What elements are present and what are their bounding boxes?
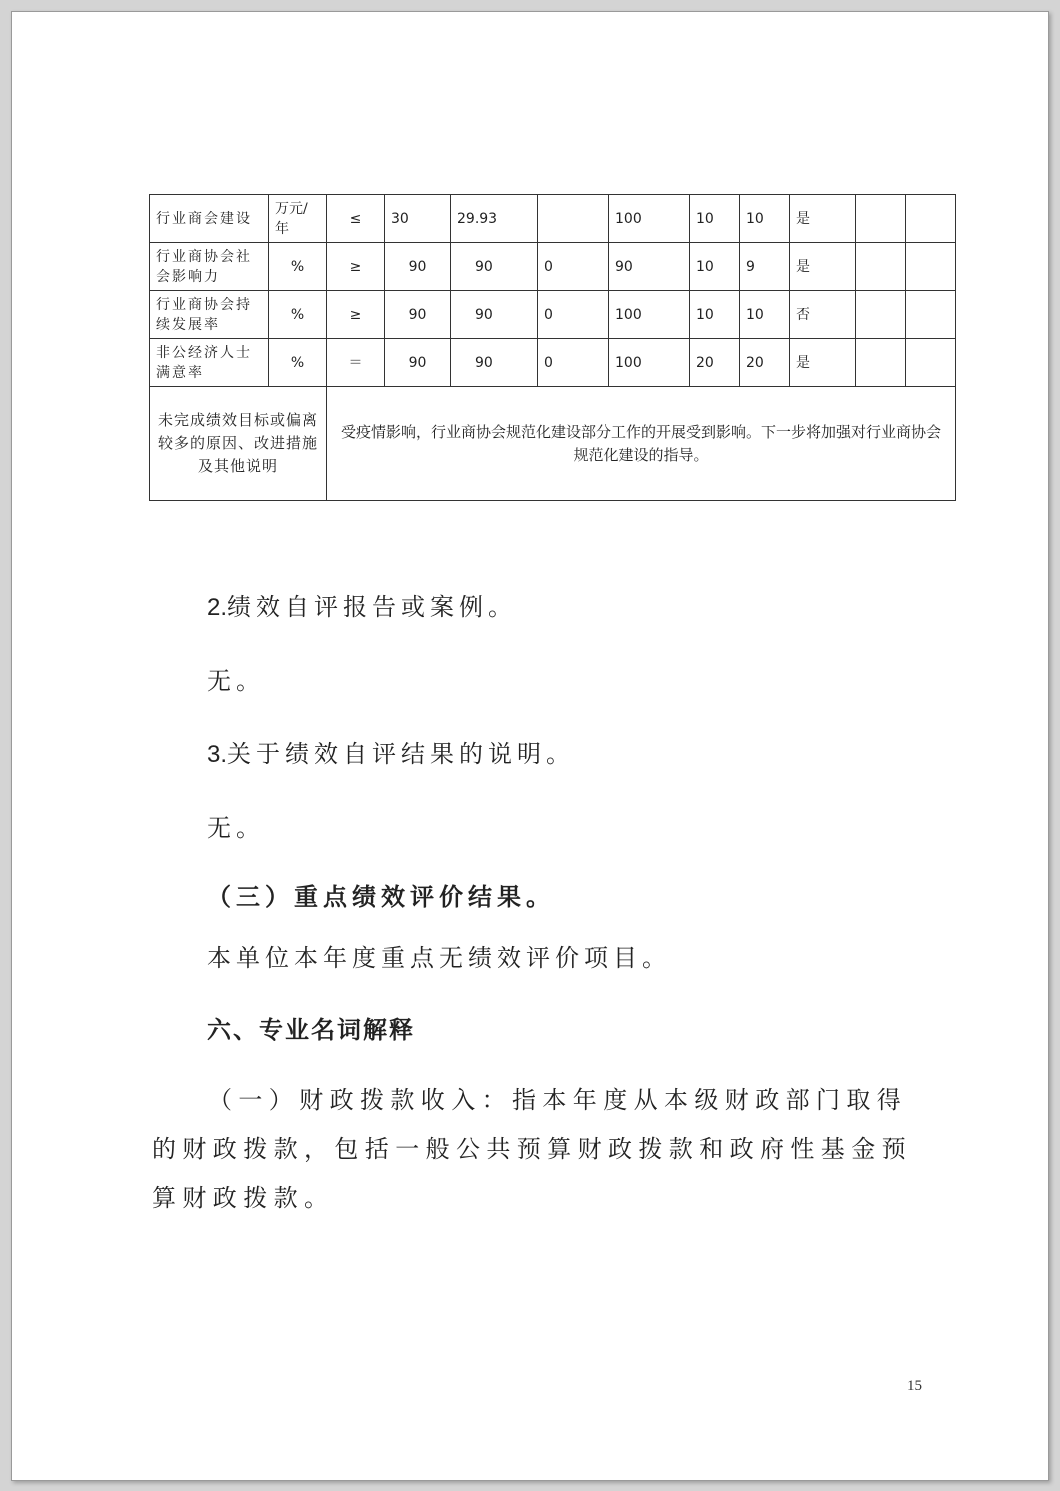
indicator-completed: 是 (790, 195, 856, 243)
indicator-actual: 90 (451, 339, 538, 387)
section-3-body: 无。 (207, 814, 265, 842)
note-text: 受疫情影响，行业商协会规范化建设部分工作的开展受到影响。下一步将加强对行业商协会规范化建设的指导。 (327, 387, 956, 501)
indicator-name: 行业商会建设 (150, 195, 269, 243)
indicator-name: 行业商协会社会影响力 (150, 243, 269, 291)
empty-cell (856, 195, 906, 243)
indicator-completed: 是 (790, 243, 856, 291)
indicator-operator: ＝ (327, 339, 385, 387)
indicator-unit: % (269, 339, 327, 387)
indicator-operator: ≥ (327, 243, 385, 291)
indicator-completed: 否 (790, 291, 856, 339)
section-title: 关于绩效自评结果的说明。 (227, 740, 576, 768)
indicator-score: 10 (740, 291, 790, 339)
note-label: 未完成绩效目标或偏离较多的原因、改进措施及其他说明 (150, 387, 327, 501)
indicator-name: 非公经济人士满意率 (150, 339, 269, 387)
indicator-operator: ≥ (327, 291, 385, 339)
indicator-target: 90 (385, 339, 451, 387)
indicator-completed: 是 (790, 339, 856, 387)
indicator-score: 20 (740, 339, 790, 387)
indicator-weight: 10 (690, 243, 740, 291)
section-three-body: 本单位本年度重点无绩效评价项目。 (207, 944, 671, 972)
indicator-target: 90 (385, 291, 451, 339)
empty-cell (906, 291, 956, 339)
section-title: 绩效自评报告或案例。 (227, 593, 518, 621)
page-number: 15 (907, 1378, 922, 1394)
section-number: 2. (207, 594, 228, 621)
indicator-rate: 90 (609, 243, 690, 291)
section-number: 3. (207, 741, 228, 768)
indicator-rate: 100 (609, 195, 690, 243)
indicator-deviation (538, 195, 609, 243)
indicator-weight: 10 (690, 195, 740, 243)
empty-cell (856, 291, 906, 339)
indicator-name: 行业商协会持续发展率 (150, 291, 269, 339)
indicator-target: 30 (385, 195, 451, 243)
section-3-heading (207, 734, 575, 769)
empty-cell (906, 243, 956, 291)
table-row (150, 243, 956, 291)
section-2-body: 无。 (207, 667, 265, 695)
empty-cell (906, 339, 956, 387)
performance-table (149, 194, 956, 501)
indicator-unit: % (269, 291, 327, 339)
indicator-deviation: 0 (538, 339, 609, 387)
indicator-actual: 90 (451, 243, 538, 291)
indicator-unit: % (269, 243, 327, 291)
section-2-heading (207, 587, 517, 622)
indicator-score: 10 (740, 195, 790, 243)
empty-cell (906, 195, 956, 243)
indicator-deviation: 0 (538, 243, 609, 291)
note-row (150, 387, 956, 501)
indicator-operator: ≤ (327, 195, 385, 243)
indicator-rate: 100 (609, 339, 690, 387)
term-1-paragraph: （一）财政拨款收入：指本年度从本级财政部门取得的财政拨款，包括一般公共预算财政拨款和政府性基金预算财政拨款。 (152, 1086, 912, 1212)
table-row (150, 339, 956, 387)
indicator-target: 90 (385, 243, 451, 291)
empty-cell (856, 243, 906, 291)
indicator-unit: 万元/年 (269, 195, 327, 243)
indicator-weight: 10 (690, 291, 740, 339)
indicator-score: 9 (740, 243, 790, 291)
table-row (150, 291, 956, 339)
indicator-actual: 29.93 (451, 195, 538, 243)
indicator-actual: 90 (451, 291, 538, 339)
section-three-heading: （三）重点绩效评价结果。 (207, 882, 555, 911)
indicator-rate: 100 (609, 291, 690, 339)
table-row (150, 195, 956, 243)
document-page (11, 11, 1049, 1481)
empty-cell (856, 339, 906, 387)
section-six-heading: 六、专业名词解释 (207, 1016, 415, 1044)
indicator-deviation: 0 (538, 291, 609, 339)
indicator-weight: 20 (690, 339, 740, 387)
